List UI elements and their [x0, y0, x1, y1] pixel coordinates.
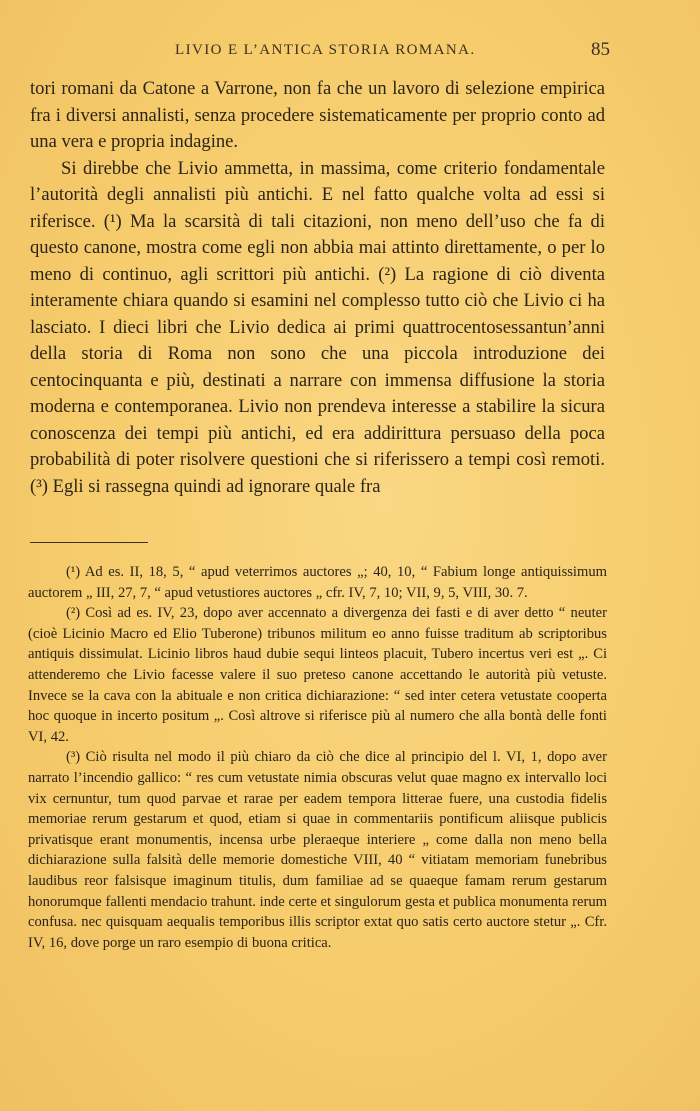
page-number: 85 — [591, 39, 610, 60]
footnote-separator — [30, 542, 148, 543]
running-title: LIVIO E L’ANTICA STORIA ROMANA. — [175, 42, 476, 58]
footnote: (¹) Ad es. II, 18, 5, “ apud veterrimos auctores „; 40, 10, “ Fabium longe antiquissimum auctorem „ III, 27, 7, “ apud vetustiores auctores „ cfr. IV, 7, 10; VII, 9, 5, VIII, 30. 7. — [28, 564, 607, 601]
paragraph: Si direbbe che Livio ammetta, in massima, come criterio fondamentale l’autorità degli annalisti più antichi. E nel fatto qualche volta ad essi si riferisce. (¹) Ma la scarsità di tali citazioni, non meno dell’uso che fa di questo canone, mostra come egli non abbia mai attinto direttamente, o per lo meno di continuo, agli scrittori più antichi. (²) La ragione di ciò diventa interamente chiara quando si esamini nel complesso tutto ciò che Livio ci ha lasciato. I dieci libri che Livio dedica ai primi quattrocentosessantun’anni della storia di Roma non sono che una piccola introduzione dei centocinquanta e più, destinati a narrare con immensa diffusione la storia moderna e contemporanea. Livio non prendeva interesse a stabilire la sicura conoscenza dei tempi più antichi, ed era addirittura persuaso della poca probabilità di poter risolvere questioni che si riferissero a tempi così remoti. (³) Egli si rassegna quindi ad ignorare quale fra — [30, 157, 605, 497]
footnotes — [28, 562, 607, 953]
main-text — [30, 76, 605, 500]
footnote: (²) Così ad es. IV, 23, dopo aver accennato a divergenza dei fasti e di aver detto “ neuter (cioè Licinio Macro ed Elio Tuberone) tribunos militum eo anno fuisse traditum ab scriptoribus antiquis dissimulat. Licinio libros haud dubie sequi linteos placuit, Tubero incertus veri est „. Ci attenderemo che Livio facesse valere il suo preteso canone accettando le autorità più vetuste. Invece se la cava con la abituale e non critica dichiarazione: “ sed inter cetera vetustate cooperta hoc quoque in incerto positum „. Così altrove si riferisce più al numero che alla bontà delle fonti VI, 42. — [28, 605, 607, 745]
page-header — [30, 39, 610, 68]
footnote: (³) Ciò risulta nel modo il più chiaro da ciò che dice al principio del l. VI, 1, dopo aver narrato l’incendio gallico: “ res cum vetustate nimia obscuras velut quae magno ex intervallo loci vix cernuntur, tum quod parvae et rarae per eadem tempora litterae fuere, una custodia fidelis memoriae rerum gestarum et quod, etiam si quae in commentariis pontificum aliisque publicis privatisque erant monumentis, incensa urbe pleraeque interiere „ come dalla non meno bella dichiarazione sulla falsità delle memorie domestiche VIII, 40 “ vitiatam memoriam funebribus laudibus reor falsisque imaginum titulis, dum familiae ad se quaeque famam rerum gestarum honorumque fallenti mendacio trahunt. inde certe et singulorum gesta et publica monumenta rerum confusa. nec quisquam aequalis temporibus illis scriptor extat quo satis certo auctore stetur „. Cfr. IV, 16, dove porge un raro esempio di buona critica. — [28, 749, 607, 951]
paragraph: tori romani da Catone a Varrone, non fa che un lavoro di selezione empirica fra i diversi annalisti, senza procedere sistematicamente per proprio conto ad una vera e propria indagine. — [30, 78, 605, 152]
